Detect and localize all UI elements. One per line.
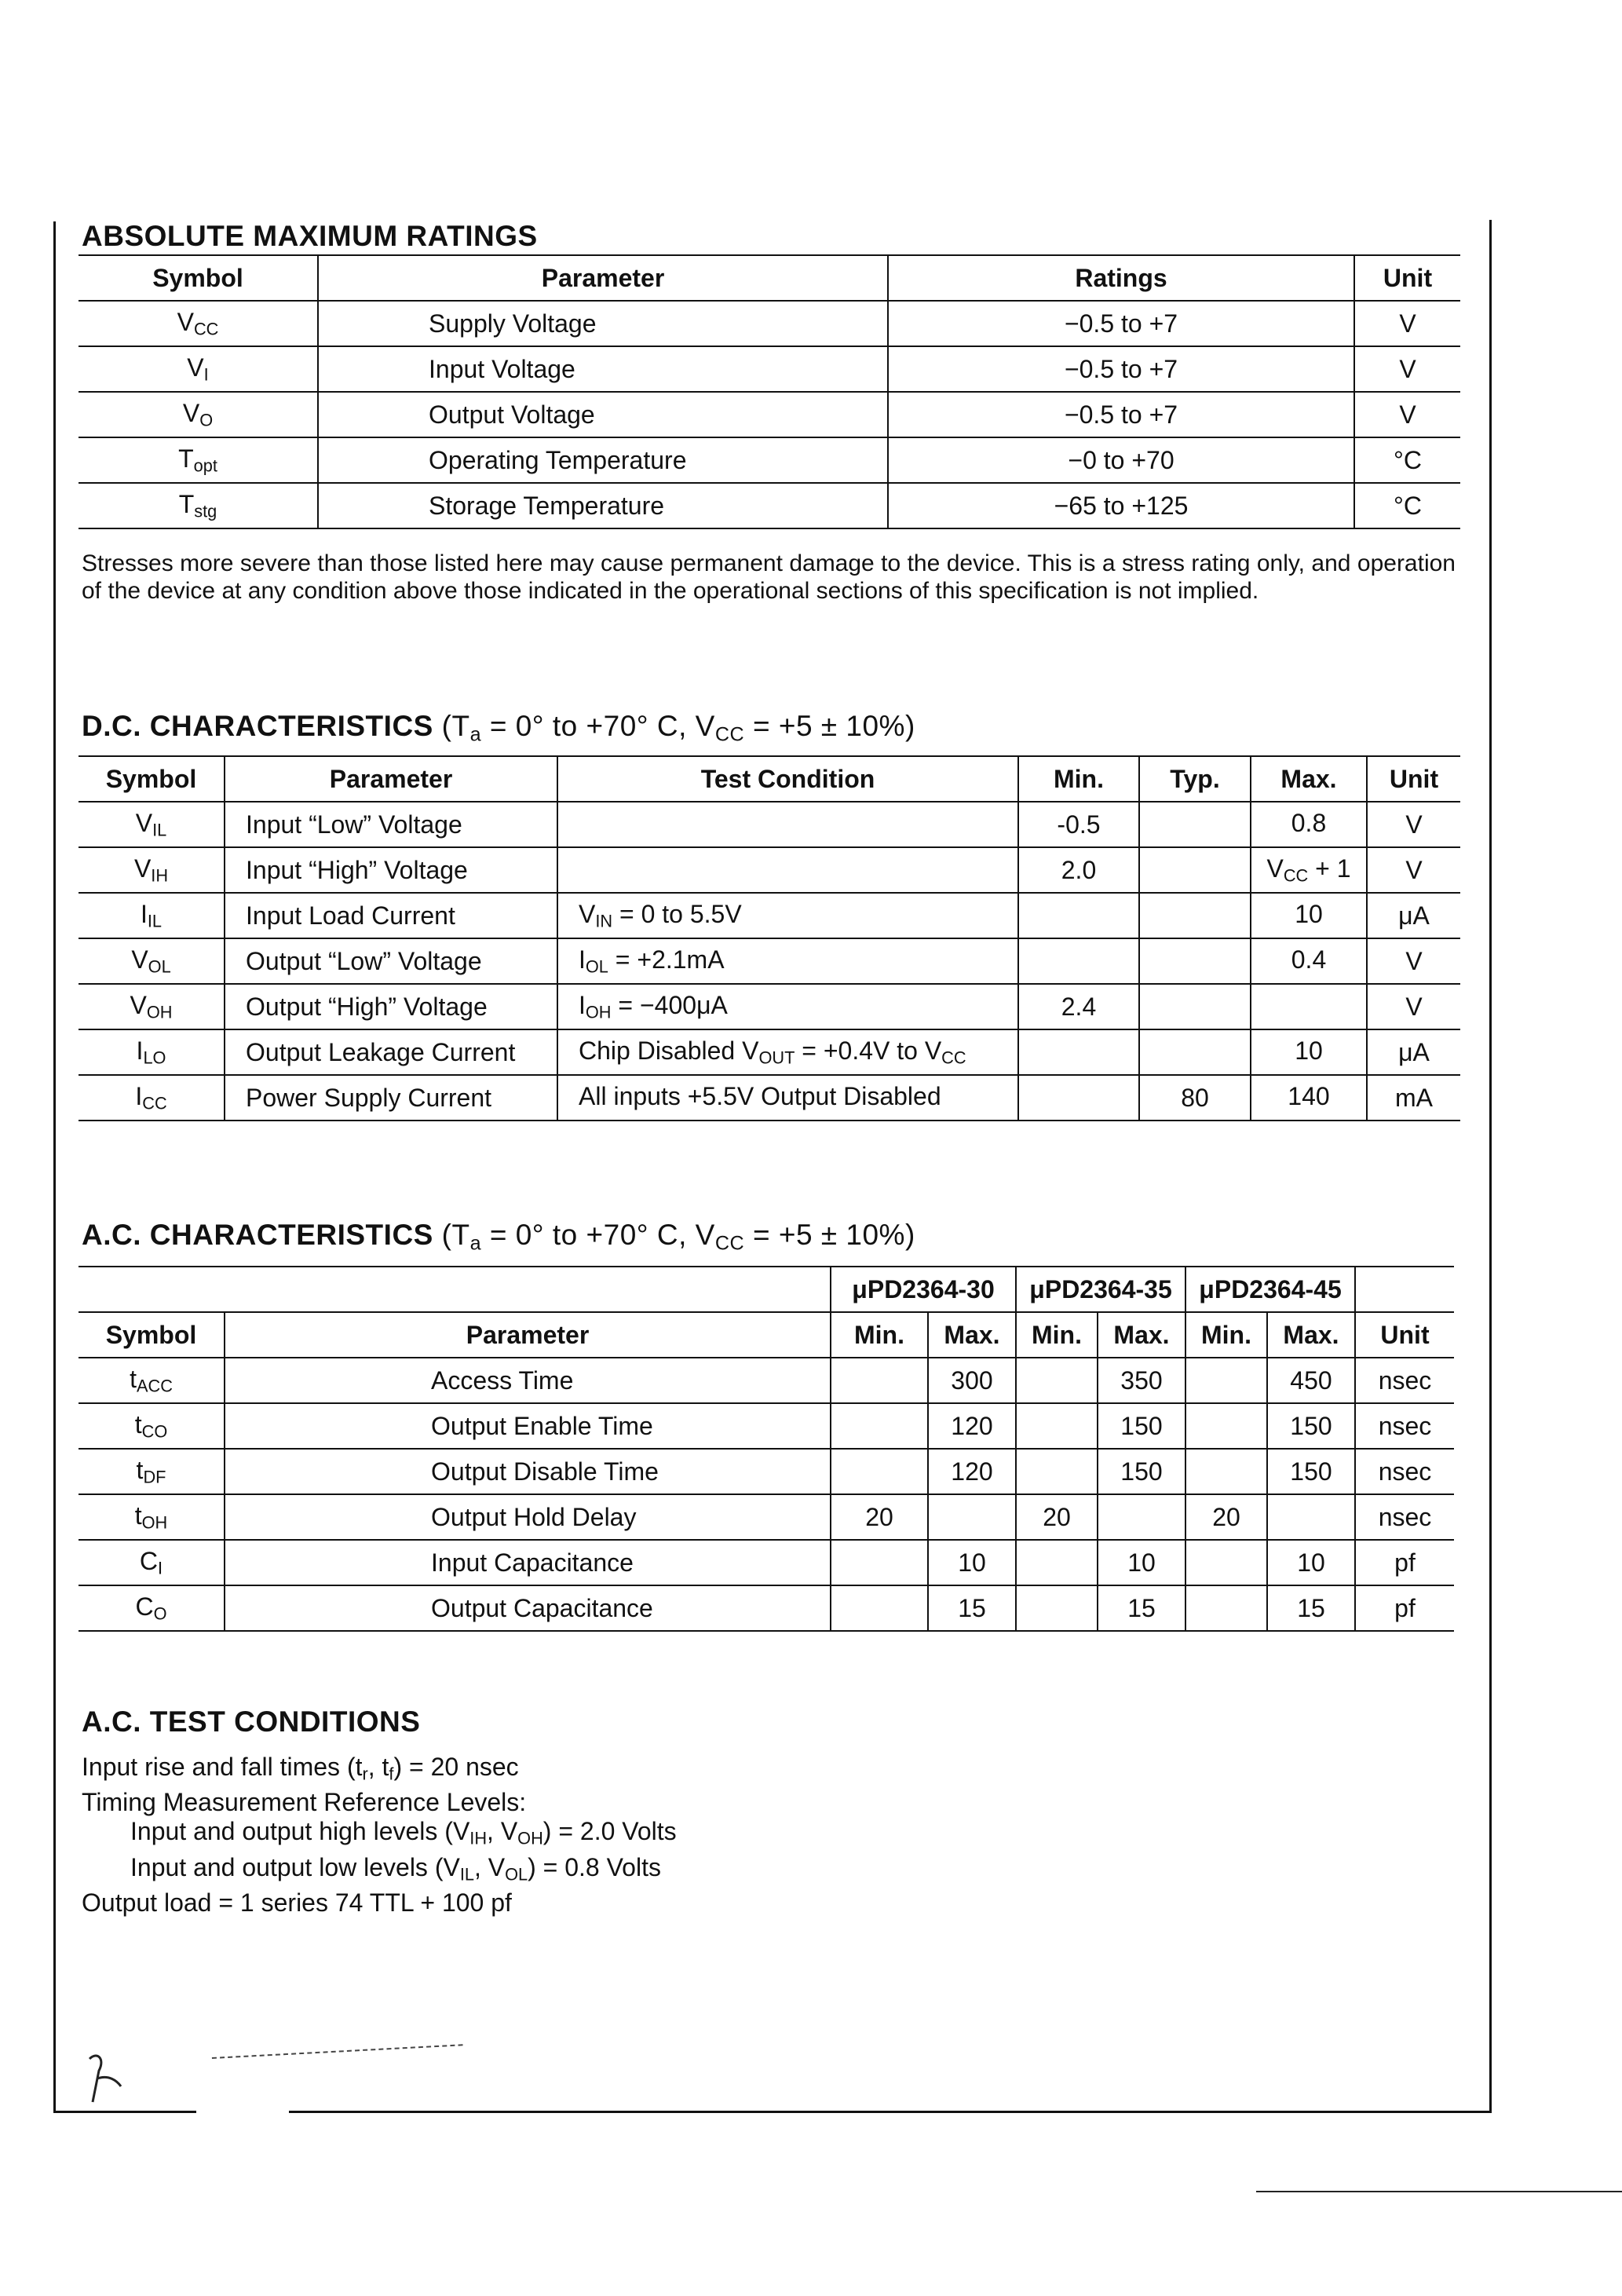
scan-artifact-line xyxy=(1256,2191,1622,2192)
max-cell: 0.4 xyxy=(1251,938,1367,984)
min-cell: 2.4 xyxy=(1018,984,1139,1029)
parameter-cell: Access Time xyxy=(225,1358,831,1403)
group-header-45: μPD2364-45 xyxy=(1185,1267,1355,1312)
col-header: Unit xyxy=(1367,756,1460,802)
value-cell xyxy=(1098,1494,1185,1540)
table-row xyxy=(79,1449,1454,1494)
col-header: Symbol xyxy=(79,1312,225,1358)
col-header: Max. xyxy=(1267,1312,1355,1358)
min-cell xyxy=(1018,938,1139,984)
test-condition-cell: All inputs +5.5V Output Disabled xyxy=(557,1075,1018,1121)
unit-cell: V xyxy=(1354,392,1460,437)
page-frame-bottom xyxy=(289,2111,1492,2113)
table-row xyxy=(79,1358,1454,1403)
symbol-cell: $I_{IL}$ xyxy=(79,893,225,938)
section-title-ac-test-conditions: A.C. TEST CONDITIONS xyxy=(82,1706,421,1738)
unit-cell: nsec xyxy=(1355,1358,1454,1403)
symbol-cell: $T_{opt}$ xyxy=(79,437,318,483)
unit-cell: V xyxy=(1367,984,1460,1029)
table-row xyxy=(79,437,1460,483)
unit-cell: pf xyxy=(1355,1585,1454,1631)
parameter-cell: Output Enable Time xyxy=(225,1403,831,1449)
value-cell: 10 xyxy=(928,1540,1016,1585)
col-header: Min. xyxy=(831,1312,928,1358)
col-header: Typ. xyxy=(1139,756,1251,802)
col-header: Unit xyxy=(1354,255,1460,301)
test-condition-cell xyxy=(557,847,1018,893)
col-header: Ratings xyxy=(888,255,1354,301)
test-condition-cell: Chip Disabled $V_{OUT} = +0.4V$ to $V_{CC}$ xyxy=(557,1029,1018,1075)
test-condition-cell xyxy=(557,802,1018,847)
typ-cell xyxy=(1139,1029,1251,1075)
unit-cell: V xyxy=(1354,346,1460,392)
output-load-line: Output load = 1 series 74 TTL + 100 pf xyxy=(82,1888,512,1918)
value-cell: 120 xyxy=(928,1449,1016,1494)
parameter-cell: Output “High” Voltage xyxy=(225,984,557,1029)
parameter-cell: Input Load Current xyxy=(225,893,557,938)
value-cell: 10 xyxy=(1098,1540,1185,1585)
min-cell: -0.5 xyxy=(1018,802,1139,847)
value-cell: 120 xyxy=(928,1403,1016,1449)
table-row xyxy=(79,301,1460,346)
ac-conditions: ($T_a = 0^\circ$ to +70° C, $V_{CC} = +5 \pm 10\%$) xyxy=(441,1219,915,1255)
value-cell xyxy=(1016,1585,1098,1631)
pencil-stroke xyxy=(212,2044,463,2060)
symbol-cell: $V_{CC}$ xyxy=(79,301,318,346)
typ-cell xyxy=(1139,984,1251,1029)
value-cell: 150 xyxy=(1098,1449,1185,1494)
col-header: Max. xyxy=(1251,756,1367,802)
absolute-ratings-table xyxy=(79,254,1460,529)
symbol-cell: $t_{OH}$ xyxy=(79,1494,225,1540)
table-row xyxy=(79,346,1460,392)
symbol-cell: $T_{stg}$ xyxy=(79,483,318,528)
value-cell xyxy=(831,1358,928,1403)
value-cell xyxy=(831,1449,928,1494)
symbol-cell: $V_{OL}$ xyxy=(79,938,225,984)
handwritten-mark xyxy=(82,2051,129,2106)
value-cell xyxy=(1185,1403,1267,1449)
col-header: Symbol xyxy=(79,255,318,301)
value-cell xyxy=(1016,1449,1098,1494)
col-header: Max. xyxy=(1098,1312,1185,1358)
unit-cell: °C xyxy=(1354,483,1460,528)
rating-cell: −0.5 to +7 xyxy=(888,301,1354,346)
unit-cell: V xyxy=(1354,301,1460,346)
group-spacer xyxy=(79,1267,831,1312)
low-levels-line: Input and output low levels ($V_{IL}$, $V_{OL}) = 0.8$ Volts xyxy=(130,1852,661,1885)
parameter-cell: Output Disable Time xyxy=(225,1449,831,1494)
symbol-cell: $t_{CO}$ xyxy=(79,1403,225,1449)
rating-cell: −0.5 to +7 xyxy=(888,346,1354,392)
rating-cell: −65 to +125 xyxy=(888,483,1354,528)
section-title-ac-characteristics: A.C. CHARACTERISTICS ($T_a = 0^\circ$ to +70° C, $V_{CC} = +5 \pm 10\%$) xyxy=(82,1219,915,1255)
symbol-cell: $V_{OH}$ xyxy=(79,984,225,1029)
max-cell: 140 xyxy=(1251,1075,1367,1121)
stress-note: Stresses more severe than those listed here may cause permanent damage to the device. This is a stress rating only, and operation of the device at any condition above those indicated in the operational sections of this specification is not implied. xyxy=(82,550,1456,604)
parameter-cell: Operating Temperature xyxy=(318,437,888,483)
unit-cell: V xyxy=(1367,847,1460,893)
table-row xyxy=(79,893,1460,938)
value-cell: 150 xyxy=(1267,1403,1355,1449)
value-cell xyxy=(1016,1403,1098,1449)
test-conditions-list xyxy=(82,1753,677,1918)
value-cell xyxy=(1185,1449,1267,1494)
col-header: Unit xyxy=(1355,1312,1454,1358)
col-header: Min. xyxy=(1016,1312,1098,1358)
typ-cell xyxy=(1139,847,1251,893)
symbol-cell: $t_{ACC}$ xyxy=(79,1358,225,1403)
unit-cell: nsec xyxy=(1355,1403,1454,1449)
symbol-cell: $C_I$ xyxy=(79,1540,225,1585)
parameter-cell: Input Capacitance xyxy=(225,1540,831,1585)
section-title-absolute-maximum-ratings: ABSOLUTE MAXIMUM RATINGS xyxy=(82,220,538,252)
value-cell: 15 xyxy=(1098,1585,1185,1631)
typ-cell xyxy=(1139,802,1251,847)
parameter-cell: Output Hold Delay xyxy=(225,1494,831,1540)
ac-characteristics-table xyxy=(79,1266,1454,1632)
symbol-cell: $V_I$ xyxy=(79,346,318,392)
table-header-row xyxy=(79,1312,1454,1358)
col-header: Parameter xyxy=(225,756,557,802)
max-cell: 10 xyxy=(1251,893,1367,938)
value-cell: 15 xyxy=(1267,1585,1355,1631)
typ-cell xyxy=(1139,938,1251,984)
page-frame-left xyxy=(53,221,56,2112)
table-row xyxy=(79,1585,1454,1631)
value-cell: 20 xyxy=(1016,1494,1098,1540)
unit-cell: μA xyxy=(1367,1029,1460,1075)
device-group-row xyxy=(79,1267,1454,1312)
table-header-row xyxy=(79,255,1460,301)
table-row xyxy=(79,392,1460,437)
max-cell: 0.8 xyxy=(1251,802,1367,847)
unit-cell: °C xyxy=(1354,437,1460,483)
symbol-cell: $V_{IL}$ xyxy=(79,802,225,847)
parameter-cell: Input “High” Voltage xyxy=(225,847,557,893)
symbol-cell: $V_{IH}$ xyxy=(79,847,225,893)
dc-conditions: ($T_a = 0^\circ$ to +70° C, $V_{CC} = +5 \pm 10\%$) xyxy=(441,710,915,746)
symbol-cell: $I_{CC}$ xyxy=(79,1075,225,1121)
dc-characteristics-table xyxy=(79,755,1460,1121)
table-row xyxy=(79,847,1460,893)
parameter-cell: Input “Low” Voltage xyxy=(225,802,557,847)
parameter-cell: Supply Voltage xyxy=(318,301,888,346)
symbol-cell: $I_{LO}$ xyxy=(79,1029,225,1075)
symbol-cell: $C_O$ xyxy=(79,1585,225,1631)
section-title-dc-characteristics: D.C. CHARACTERISTICS ($T_a = 0^\circ$ to +70° C, $V_{CC} = +5 \pm 10\%$) xyxy=(82,710,915,746)
value-cell: 20 xyxy=(1185,1494,1267,1540)
value-cell: 300 xyxy=(928,1358,1016,1403)
parameter-cell: Output “Low” Voltage xyxy=(225,938,557,984)
max-cell xyxy=(1251,984,1367,1029)
min-cell xyxy=(1018,1075,1139,1121)
rating-cell: −0.5 to +7 xyxy=(888,392,1354,437)
min-cell xyxy=(1018,893,1139,938)
page-frame-bottom xyxy=(53,2111,196,2113)
value-cell xyxy=(1185,1585,1267,1631)
value-cell xyxy=(831,1585,928,1631)
table-row xyxy=(79,1075,1460,1121)
value-cell: 150 xyxy=(1098,1403,1185,1449)
parameter-cell: Output Leakage Current xyxy=(225,1029,557,1075)
value-cell: 450 xyxy=(1267,1358,1355,1403)
rating-cell: −0 to +70 xyxy=(888,437,1354,483)
col-header: Min. xyxy=(1185,1312,1267,1358)
table-row xyxy=(79,802,1460,847)
unit-cell: nsec xyxy=(1355,1449,1454,1494)
max-cell: 10 xyxy=(1251,1029,1367,1075)
table-row xyxy=(79,1494,1454,1540)
min-cell xyxy=(1018,1029,1139,1075)
typ-cell: 80 xyxy=(1139,1075,1251,1121)
rise-fall-line: Input rise and fall times ($t_r$, $t_f) = 20$ nsec xyxy=(82,1753,519,1784)
symbol-cell: $V_O$ xyxy=(79,392,318,437)
group-spacer xyxy=(1355,1267,1454,1312)
col-header: Min. xyxy=(1018,756,1139,802)
parameter-cell: Output Capacitance xyxy=(225,1585,831,1631)
value-cell xyxy=(1016,1358,1098,1403)
table-header-row xyxy=(79,756,1460,802)
group-header-30: μPD2364-30 xyxy=(831,1267,1016,1312)
value-cell xyxy=(928,1494,1016,1540)
value-cell xyxy=(1267,1494,1355,1540)
parameter-cell: Power Supply Current xyxy=(225,1075,557,1121)
unit-cell: pf xyxy=(1355,1540,1454,1585)
value-cell: 150 xyxy=(1267,1449,1355,1494)
value-cell: 15 xyxy=(928,1585,1016,1631)
unit-cell: mA xyxy=(1367,1075,1460,1121)
test-condition-cell: $I_{OH} = -400\mu A$ xyxy=(557,984,1018,1029)
unit-cell: nsec xyxy=(1355,1494,1454,1540)
high-levels-line: Input and output high levels ($V_{IH}$, $V_{OH}) = 2.0$ Volts xyxy=(130,1817,677,1848)
test-condition-cell: $V_{IN} = 0$ to 5.5V xyxy=(557,893,1018,938)
table-row xyxy=(79,1540,1454,1585)
timing-reference-line: Timing Measurement Reference Levels: xyxy=(82,1788,527,1817)
value-cell xyxy=(1185,1358,1267,1403)
parameter-cell: Output Voltage xyxy=(318,392,888,437)
value-cell: 350 xyxy=(1098,1358,1185,1403)
value-cell: 10 xyxy=(1267,1540,1355,1585)
table-row xyxy=(79,938,1460,984)
table-row xyxy=(79,1029,1460,1075)
col-header: Test Condition xyxy=(557,756,1018,802)
parameter-cell: Input Voltage xyxy=(318,346,888,392)
value-cell xyxy=(831,1403,928,1449)
parameter-cell: Storage Temperature xyxy=(318,483,888,528)
typ-cell xyxy=(1139,893,1251,938)
col-header: Max. xyxy=(928,1312,1016,1358)
value-cell xyxy=(831,1540,928,1585)
min-cell: 2.0 xyxy=(1018,847,1139,893)
value-cell xyxy=(1185,1540,1267,1585)
table-row xyxy=(79,984,1460,1029)
col-header: Parameter xyxy=(225,1312,831,1358)
table-row xyxy=(79,1403,1454,1449)
page-frame-right xyxy=(1489,220,1492,2112)
unit-cell: V xyxy=(1367,938,1460,984)
unit-cell: μA xyxy=(1367,893,1460,938)
max-cell: $V_{CC} + 1$ xyxy=(1251,847,1367,893)
value-cell xyxy=(1016,1540,1098,1585)
col-header: Parameter xyxy=(318,255,888,301)
test-condition-cell: $I_{OL} = +2.1mA$ xyxy=(557,938,1018,984)
col-header: Symbol xyxy=(79,756,225,802)
table-row xyxy=(79,483,1460,528)
value-cell: 20 xyxy=(831,1494,928,1540)
symbol-cell: $t_{DF}$ xyxy=(79,1449,225,1494)
unit-cell: V xyxy=(1367,802,1460,847)
group-header-35: μPD2364-35 xyxy=(1016,1267,1185,1312)
